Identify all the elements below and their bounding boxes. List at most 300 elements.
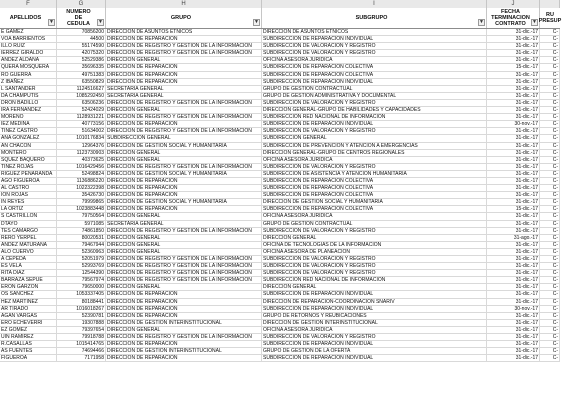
filter-dropdown-icon[interactable]: ▼ xyxy=(49,19,54,25)
cell-apellidos[interactable]: HEZ MARTINEZ xyxy=(0,299,57,306)
cell-numero[interactable]: 1023883448 xyxy=(57,206,106,213)
cell-subgrupo[interactable]: SUBDIRECCION DE REPARACION COLECTIVA xyxy=(262,64,487,71)
cell-subgrupo[interactable]: SUBDIRECCION DE VALORACION Y REGISTRO xyxy=(262,164,487,171)
cell-fecha[interactable]: 31-dic.-17 xyxy=(487,341,540,348)
cell-subgrupo[interactable]: SUBDIRECCION DE REPARACION INDIVIDUAL xyxy=(262,355,487,362)
cell-fecha[interactable]: 31-dic.-17 xyxy=(487,72,540,79)
cell-rubro[interactable]: C- xyxy=(540,299,560,306)
cell-fecha[interactable]: 31-dic.-17 xyxy=(487,157,540,164)
cell-fecha[interactable]: 31-dic.-17 xyxy=(487,86,540,93)
cell-grupo[interactable]: DIRECCION DE REPARACION xyxy=(106,192,262,199)
cell-fecha[interactable]: 31-dic.-17 xyxy=(487,334,540,341)
cell-rubro[interactable]: C- xyxy=(540,121,560,128)
cell-numero[interactable]: 12964376 xyxy=(57,143,106,150)
cell-numero[interactable]: 1124516627 xyxy=(57,86,106,93)
cell-subgrupo[interactable]: GRUPO DE GESTION DE LA OFERTA xyxy=(262,348,487,355)
cell-grupo[interactable]: DIRECCION DE REGISTRO Y GESTION DE LA INFORMACION xyxy=(106,277,262,284)
cell-fecha[interactable]: 31-dic.-17 xyxy=(487,263,540,270)
cell-subgrupo[interactable]: SUBDIRECCION DE PREVENCION Y ATENCION A EMERGENCIAS xyxy=(262,143,487,150)
cell-fecha[interactable]: 31-dic.-17 xyxy=(487,43,540,50)
cell-apellidos[interactable]: TINEZ ROJAS xyxy=(0,164,57,171)
cell-rubro[interactable]: C- xyxy=(540,249,560,256)
cell-grupo[interactable]: SECRETARIA GENERAL xyxy=(106,93,262,100)
cell-fecha[interactable]: 31-dic.-17 xyxy=(487,36,540,43)
cell-rubro[interactable]: C- xyxy=(540,270,560,277)
cell-subgrupo[interactable]: DIRECCION GENERAL-GRUPO DE HABILIDADES Y CAPACIDADES xyxy=(262,107,487,114)
column-letter-g[interactable]: G xyxy=(57,0,106,8)
cell-subgrupo[interactable]: GRUPO DE GESTION CONTRACTUAL xyxy=(262,221,487,228)
cell-rubro[interactable]: C- xyxy=(540,313,560,320)
cell-numero[interactable]: 1015414765 xyxy=(57,341,106,348)
cell-subgrupo[interactable]: SUBDIRECCION DE REPARACION INDIVIDUAL xyxy=(262,36,487,43)
cell-apellidos[interactable]: RERO YERPEL xyxy=(0,235,57,242)
cell-rubro[interactable]: C- xyxy=(540,334,560,341)
cell-apellidos[interactable]: TINEZ CASTRO xyxy=(0,128,57,135)
cell-rubro[interactable]: C- xyxy=(540,213,560,220)
cell-rubro[interactable]: C- xyxy=(540,143,560,150)
cell-grupo[interactable]: DIRECCION DE REPARACION xyxy=(106,206,262,213)
cell-apellidos[interactable]: Z IBAÑEZ xyxy=(0,79,57,86)
cell-rubro[interactable]: C- xyxy=(540,263,560,270)
cell-subgrupo[interactable]: DIRECCION DE REPARACION-COORDINACION SNARIV xyxy=(262,299,487,306)
cell-rubro[interactable]: C- xyxy=(540,100,560,107)
cell-grupo[interactable]: DIRECCION DE REGISTRO Y GESTION DE LA INFORMACION xyxy=(106,334,262,341)
cell-fecha[interactable]: 31-dic.-17 xyxy=(487,320,540,327)
cell-fecha[interactable]: 15-dic.-17 xyxy=(487,206,540,213)
cell-numero[interactable]: 80020531 xyxy=(57,235,106,242)
cell-fecha[interactable]: 31-dic.-17 xyxy=(487,114,540,121)
cell-fecha[interactable]: 31-dic.-17 xyxy=(487,178,540,185)
cell-grupo[interactable]: DIRECCION DE REGISTRO Y GESTION DE LA INFORMACION xyxy=(106,50,262,57)
cell-grupo[interactable]: SECRETARIA GENERAL xyxy=(106,86,262,93)
cell-rubro[interactable]: C- xyxy=(540,199,560,206)
cell-rubro[interactable]: C- xyxy=(540,284,560,291)
cell-grupo[interactable]: DIRECCION DE REPARACION xyxy=(106,72,262,79)
cell-apellidos[interactable]: VOA BARRIENTOS xyxy=(0,36,57,43)
cell-fecha[interactable]: 31-dic.-17 xyxy=(487,135,540,142)
cell-fecha[interactable]: 31-dic.-17 xyxy=(487,291,540,298)
cell-numero[interactable]: 1016018267 xyxy=(57,306,106,313)
cell-numero[interactable]: 79650000 xyxy=(57,284,106,291)
cell-apellidos[interactable]: L SANTANDER xyxy=(0,86,57,93)
cell-apellidos[interactable]: EZ GOMEZ xyxy=(0,327,57,334)
cell-rubro[interactable]: C- xyxy=(540,36,560,43)
cell-grupo[interactable]: DIRECCION DE REGISTRO Y GESTION DE LA INFORMACION xyxy=(106,128,262,135)
cell-grupo[interactable]: DIRECCION DE GESTION INTERINSTITUCIONAL xyxy=(106,348,262,355)
cell-numero[interactable]: 74861850 xyxy=(57,228,106,235)
cell-apellidos[interactable]: AS FUENTES xyxy=(0,348,57,355)
cell-apellidos[interactable]: RITA DIAZ xyxy=(0,270,57,277)
cell-fecha[interactable]: 31-dic.-17 xyxy=(487,93,540,100)
cell-rubro[interactable]: C- xyxy=(540,29,560,36)
header-fecha-label: FECHA TERMINACION CONTRATO xyxy=(491,9,530,27)
cell-subgrupo[interactable]: OFICINA ASESORA DE PLANEACION xyxy=(262,249,487,256)
cell-rubro[interactable]: C- xyxy=(540,93,560,100)
cell-fecha[interactable]: 31-dic.-17 xyxy=(487,143,540,150)
cell-subgrupo[interactable]: SUBDIRECCION DE REPARACION COLECTIVA xyxy=(262,72,487,79)
cell-subgrupo[interactable]: GRUPO DE RETORNOS Y REUBICACIONES xyxy=(262,313,487,320)
filter-dropdown-icon[interactable]: ▼ xyxy=(254,19,259,25)
cell-grupo[interactable]: DIRECCION GENERAL xyxy=(106,57,262,64)
cell-grupo[interactable]: DIRECCION DE GESTION INTERINSTITUCIONAL xyxy=(106,320,262,327)
cell-apellidos[interactable]: RIGUEZ PENARANDA xyxy=(0,171,57,178)
cell-grupo[interactable]: DIRECCION DE ASUNTOS ETNICOS xyxy=(106,29,262,36)
cell-rubro[interactable]: C- xyxy=(540,150,560,157)
cell-grupo[interactable]: DIRECCION DE GESTION SOCIAL Y HUMANITARIA xyxy=(106,143,262,150)
cell-grupo[interactable]: DIRECCION GENERAL xyxy=(106,150,262,157)
cell-numero[interactable]: 79999865 xyxy=(57,199,106,206)
cell-apellidos[interactable]: ILLO RUIZ xyxy=(0,43,57,50)
cell-fecha[interactable]: 31-dic.-17 xyxy=(487,150,540,157)
cell-grupo[interactable]: DIRECCION DE REGISTRO Y GESTION DE LA INFORMACION xyxy=(106,164,262,171)
cell-subgrupo[interactable]: SUBDIRECCION DE VALORACION Y REGISTRO xyxy=(262,263,487,270)
header-numero xyxy=(57,8,106,28)
cell-numero[interactable]: 1085292450 xyxy=(57,93,106,100)
cell-numero[interactable]: 40373625 xyxy=(57,157,106,164)
table-row xyxy=(0,256,560,263)
cell-subgrupo[interactable]: OFICINA ASESORA JURIDICA xyxy=(262,157,487,164)
cell-subgrupo[interactable]: OFICINA ASESORA JURIDICA xyxy=(262,57,487,64)
column-letter-i[interactable]: I xyxy=(262,0,487,8)
cell-rubro[interactable]: C- xyxy=(540,355,560,362)
filter-dropdown-icon[interactable]: ▼ xyxy=(479,19,484,25)
cell-fecha[interactable]: 31-dic.-17 xyxy=(487,313,540,320)
cell-fecha[interactable]: 15-dic.-17 xyxy=(487,64,540,71)
cell-subgrupo[interactable]: SUBDIRECCION RED NACIONAL DE INFORMACION xyxy=(262,114,487,121)
cell-grupo[interactable]: DIRECCION GENERAL xyxy=(106,327,262,334)
cell-subgrupo[interactable]: SUBDIRECCION DE VALORACION Y REGISTRO xyxy=(262,100,487,107)
cell-grupo[interactable]: DIRECCION DE REPARACION xyxy=(106,121,262,128)
cell-apellidos[interactable]: TES CAMARGO xyxy=(0,228,57,235)
header-row xyxy=(0,8,560,29)
cell-rubro[interactable]: C- xyxy=(540,157,560,164)
cell-numero[interactable]: 79918788 xyxy=(57,334,106,341)
cell-grupo[interactable]: DIRECCION DE REPARACION xyxy=(106,299,262,306)
cell-numero[interactable]: 79750564 xyxy=(57,213,106,220)
cell-rubro[interactable]: C- xyxy=(540,114,560,121)
cell-grupo[interactable]: DIRECCION DE REPARACION xyxy=(106,306,262,313)
cell-subgrupo[interactable]: DIRECCION DE GESTION INTERINSTITUCIONAL xyxy=(262,320,487,327)
cell-numero[interactable]: 52390781 xyxy=(57,313,106,320)
filter-dropdown-icon[interactable]: ▼ xyxy=(98,19,103,25)
cell-numero[interactable]: 44500 xyxy=(57,36,106,43)
cell-fecha[interactable]: 30-nov.-17 xyxy=(487,306,540,313)
cell-fecha[interactable]: 31-dic.-17 xyxy=(487,327,540,334)
cell-grupo[interactable]: DIRECCION DE REGISTRO Y GESTION DE LA INFORMACION xyxy=(106,114,262,121)
cell-apellidos[interactable]: AGAN VARGAS xyxy=(0,313,57,320)
cell-apellidos[interactable]: UIN RAMIREZ xyxy=(0,334,57,341)
cell-numero[interactable]: 51634002 xyxy=(57,128,106,135)
cell-fecha[interactable]: 31-dic.-17 xyxy=(487,355,540,362)
cell-fecha[interactable]: 31-dic.-17 xyxy=(487,299,540,306)
column-letter-f[interactable]: F xyxy=(0,0,57,8)
cell-subgrupo[interactable]: SUBDIRECCION DE REPARACION COLECTIVA xyxy=(262,192,487,199)
cell-subgrupo[interactable]: SUBDIRECCION DE REPARACION INDIVIDUAL xyxy=(262,341,487,348)
cell-rubro[interactable]: C- xyxy=(540,341,560,348)
cell-grupo[interactable]: DIRECCION DE GESTION SOCIAL Y HUMANITARIA xyxy=(106,199,262,206)
cell-apellidos[interactable]: RO GUERRA xyxy=(0,72,57,79)
cell-grupo[interactable]: DIRECCION DE REPARACION xyxy=(106,64,262,71)
cell-rubro[interactable]: C- xyxy=(540,86,560,93)
cell-numero[interactable]: 35426730 xyxy=(57,192,106,199)
cell-subgrupo[interactable]: GRUPO DE GESTION CONTRACTUAL xyxy=(262,86,487,93)
cell-subgrupo[interactable]: SUBDIRECCION DE VALORACION Y REGISTRO xyxy=(262,256,487,263)
cell-numero[interactable]: 74694466 xyxy=(57,348,106,355)
cell-apellidos[interactable]: ANDEZ MATURANA xyxy=(0,242,57,249)
cell-grupo[interactable]: DIRECCION DE REGISTRO Y GESTION DE LA INFORMACION xyxy=(106,256,262,263)
cell-fecha[interactable]: 30-nov.-17 xyxy=(487,121,540,128)
cell-apellidos[interactable]: QUERA MOSQUERA xyxy=(0,64,57,71)
cell-fecha[interactable]: 31-dic.-17 xyxy=(487,192,540,199)
cell-numero[interactable]: 42075320 xyxy=(57,50,106,57)
cell-subgrupo[interactable]: SUBDIRECCION DE VALORACION Y REGISTRO xyxy=(262,43,487,50)
cell-subgrupo[interactable]: SUBDIRECCION DE REPARACION COLECTIVA xyxy=(262,185,487,192)
cell-numero[interactable]: 1128931221 xyxy=(57,114,106,121)
cell-numero[interactable]: 1053337405 xyxy=(57,291,106,298)
cell-numero[interactable]: 52360963 xyxy=(57,249,106,256)
column-letter-h[interactable]: H xyxy=(106,0,262,8)
cell-rubro[interactable]: C- xyxy=(540,242,560,249)
cell-grupo[interactable]: DIRECCION GENERAL xyxy=(106,284,262,291)
cell-fecha[interactable]: 31-dic.-17 xyxy=(487,50,540,57)
cell-numero[interactable]: 1016429456 xyxy=(57,164,106,171)
cell-subgrupo[interactable]: SUBDIRECCION DE VALORACION Y REGISTRO xyxy=(262,334,487,341)
cell-fecha[interactable]: 31-dic.-17 xyxy=(487,100,540,107)
cell-numero[interactable]: 5971085 xyxy=(57,221,106,228)
cell-numero[interactable]: 52498824 xyxy=(57,171,106,178)
cell-subgrupo[interactable]: SUBDIRECCION DE REPARACION COLECTIVA xyxy=(262,178,487,185)
cell-apellidos[interactable]: OS SANCHEZ xyxy=(0,291,57,298)
cell-subgrupo[interactable]: SUBDIRECCION DE VALORACION Y REGISTRO xyxy=(262,228,487,235)
cell-subgrupo[interactable]: SUBDIRECCION DE REPARACION INDIVIDUAL xyxy=(262,79,487,86)
cell-subgrupo[interactable]: OFICINA ASESORA JURIDICA xyxy=(262,213,487,220)
cell-rubro[interactable]: C- xyxy=(540,228,560,235)
cell-apellidos[interactable]: AR TIRADO xyxy=(0,306,57,313)
cell-grupo[interactable]: SUBDIRECCION GENERAL xyxy=(106,135,262,142)
cell-rubro[interactable]: C- xyxy=(540,64,560,71)
cell-apellidos[interactable]: A CEPEDA xyxy=(0,256,57,263)
cell-fecha[interactable]: 31-ago.-17 xyxy=(487,235,540,242)
cell-grupo[interactable]: DIRECCION GENERAL xyxy=(106,242,262,249)
cell-apellidos[interactable]: ERON GARZON xyxy=(0,284,57,291)
cell-apellidos[interactable]: ANA GONZALEZ xyxy=(0,135,57,142)
cell-grupo[interactable]: DIRECCION DE REPARACION xyxy=(106,291,262,298)
cell-rubro[interactable]: C- xyxy=(540,206,560,213)
cell-subgrupo[interactable]: OFICINA ASESORA JURIDICA xyxy=(262,327,487,334)
cell-rubro[interactable]: C- xyxy=(540,235,560,242)
cell-grupo[interactable]: DIRECCION DE REPARACION xyxy=(106,79,262,86)
cell-grupo[interactable]: DIRECCION DE GESTION SOCIAL Y HUMANITARIA xyxy=(106,171,262,178)
cell-rubro[interactable]: C- xyxy=(540,221,560,228)
cell-numero[interactable]: 55174590 xyxy=(57,43,106,50)
cell-numero[interactable]: 79567974 xyxy=(57,277,106,284)
cell-numero[interactable]: 70856200 xyxy=(57,29,106,36)
cell-fecha[interactable]: 31-dic.-17 xyxy=(487,270,540,277)
cell-grupo[interactable]: SECRETARIA GENERAL xyxy=(106,221,262,228)
column-letter-j[interactable]: J xyxy=(487,0,540,8)
cell-numero[interactable]: 52529386 xyxy=(57,57,106,64)
cell-fecha[interactable]: 31-dic.-17 xyxy=(487,249,540,256)
cell-subgrupo[interactable]: DIRECCION GENERAL-GRUPO DE CENTROS REGIONALES xyxy=(262,150,487,157)
cell-apellidos[interactable]: R.CASALLAS xyxy=(0,341,57,348)
cell-rubro[interactable]: C- xyxy=(540,72,560,79)
cell-subgrupo[interactable]: SUBDIRECCION DE VALORACION Y REGISTRO xyxy=(262,128,487,135)
table-row xyxy=(0,249,560,256)
cell-apellidos[interactable]: DRON BADILLO xyxy=(0,100,57,107)
cell-rubro[interactable]: C- xyxy=(540,57,560,64)
cell-apellidos[interactable]: IRA FERNANDEZ xyxy=(0,107,57,114)
cell-numero[interactable]: 1022322398 xyxy=(57,185,106,192)
cell-grupo[interactable]: DIRECCION GENERAL xyxy=(106,213,262,220)
column-letter-k[interactable] xyxy=(540,0,560,8)
cell-apellidos[interactable]: AN CHACON xyxy=(0,143,57,150)
cell-numero[interactable]: 1136886220 xyxy=(57,178,106,185)
cell-numero[interactable]: 12544390 xyxy=(57,270,106,277)
cell-apellidos[interactable]: ANDEZ ALDANA xyxy=(0,57,57,64)
cell-subgrupo[interactable]: OFICINA DE TECNOLOGIAS DE LA INFORMACION xyxy=(262,242,487,249)
cell-apellidos[interactable]: ALO CUERVO xyxy=(0,249,57,256)
cell-fecha[interactable]: 31-dic.-17 xyxy=(487,29,540,36)
cell-apellidos[interactable]: IN REYES xyxy=(0,199,57,206)
cell-rubro[interactable]: C- xyxy=(540,192,560,199)
cell-rubro[interactable]: C- xyxy=(540,178,560,185)
cell-subgrupo[interactable]: DIRECCION DE GESTION SOCIAL Y HUMANITARIA xyxy=(262,199,487,206)
cell-fecha[interactable]: 31-dic.-17 xyxy=(487,107,540,114)
cell-apellidos[interactable]: BARRAZA SEPUE xyxy=(0,277,57,284)
cell-fecha[interactable]: 31-dic.-17 xyxy=(487,256,540,263)
cell-grupo[interactable]: DIRECCION DE REPARACION xyxy=(106,355,262,362)
cell-rubro[interactable]: C- xyxy=(540,277,560,284)
cell-subgrupo[interactable]: SUBDIRECCION RED NACIONAL DE INFORMACION xyxy=(262,277,487,284)
cell-apellidos[interactable]: AGO FIGUEROA xyxy=(0,178,57,185)
cell-rubro[interactable]: C- xyxy=(540,128,560,135)
cell-grupo[interactable]: DIRECCION DE REPARACION xyxy=(106,341,262,348)
cell-rubro[interactable]: C- xyxy=(540,291,560,298)
cell-apellidos[interactable]: LA ORTIZ xyxy=(0,206,57,213)
cell-fecha[interactable]: 31-dic.-17 xyxy=(487,164,540,171)
cell-apellidos[interactable]: IEZ MEDINA xyxy=(0,121,57,128)
cell-numero[interactable]: 52051979 xyxy=(57,256,106,263)
cell-subgrupo[interactable]: SUBDIRECCION DE VALORACION Y REGISTRO xyxy=(262,270,487,277)
cell-rubro[interactable]: C- xyxy=(540,43,560,50)
cell-fecha[interactable]: 31-dic.-17 xyxy=(487,213,540,220)
cell-fecha[interactable]: 31-dic.-17 xyxy=(487,79,540,86)
table-row xyxy=(0,178,560,185)
cell-numero[interactable]: 49751383 xyxy=(57,72,106,79)
cell-subgrupo[interactable]: DIRECCION DE ASUNTOS ETNICOS xyxy=(262,29,487,36)
cell-grupo[interactable]: DIRECCION GENERAL xyxy=(106,157,262,164)
cell-apellidos[interactable]: MORENO xyxy=(0,114,57,121)
cell-fecha[interactable]: 31-dic.-17 xyxy=(487,284,540,291)
cell-subgrupo[interactable]: SUBDIRECCION DE REPARACION INDIVIDUAL xyxy=(262,121,487,128)
cell-apellidos[interactable]: ION ROJAS xyxy=(0,192,57,199)
cell-fecha[interactable]: 31-dic.-17 xyxy=(487,199,540,206)
cell-subgrupo[interactable]: SUBDIRECCION DE REPARACION INDIVIDUAL xyxy=(262,291,487,298)
cell-fecha[interactable]: 31-dic.-17 xyxy=(487,348,540,355)
cell-numero[interactable]: 35696335 xyxy=(57,64,106,71)
cell-rubro[interactable]: C- xyxy=(540,256,560,263)
cell-fecha[interactable]: 31-dic.-17 xyxy=(487,277,540,284)
cell-rubro[interactable]: C- xyxy=(540,171,560,178)
cell-grupo[interactable]: DIRECCION GENERAL xyxy=(106,249,262,256)
cell-fecha[interactable]: 31-dic.-17 xyxy=(487,57,540,64)
cell-fecha[interactable]: 31-dic.-17 xyxy=(487,128,540,135)
cell-numero[interactable]: 40773156 xyxy=(57,121,106,128)
cell-subgrupo[interactable]: DIRECCION GENERAL xyxy=(262,235,487,242)
cell-subgrupo[interactable]: SUBDIRECCION DE ASISTENCIA Y ATENCION HUMANITARIA xyxy=(262,171,487,178)
cell-rubro[interactable]: C- xyxy=(540,79,560,86)
cell-grupo[interactable]: DIRECCION DE REPARACION xyxy=(106,178,262,185)
cell-grupo[interactable]: DIRECCION DE REPARACION xyxy=(106,313,262,320)
cell-rubro[interactable]: C- xyxy=(540,50,560,57)
cell-numero[interactable]: 1010176834 xyxy=(57,135,106,142)
cell-fecha[interactable]: 31-dic.-17 xyxy=(487,185,540,192)
cell-fecha[interactable]: 31-dic.-17 xyxy=(487,228,540,235)
cell-numero[interactable]: 1123730903 xyxy=(57,150,106,157)
cell-apellidos[interactable]: DA CHAMPUTIS xyxy=(0,93,57,100)
cell-grupo[interactable]: DIRECCION DE REGISTRO Y GESTION DE LA INFORMACION xyxy=(106,100,262,107)
cell-numero[interactable]: 7171958 xyxy=(57,355,106,362)
cell-subgrupo[interactable]: SUBDIRECCION GENERAL xyxy=(262,135,487,142)
cell-apellidos[interactable]: DTAYO xyxy=(0,221,57,228)
cell-numero[interactable]: 52424029 xyxy=(57,107,106,114)
cell-apellidos[interactable]: SQUEZ BAQUERO xyxy=(0,157,57,164)
cell-grupo[interactable]: DIRECCION DE REGISTRO Y GESTION DE LA INFORMACION xyxy=(106,270,262,277)
cell-fecha[interactable]: 31-dic.-17 xyxy=(487,242,540,249)
cell-apellidos[interactable]: S CASTRILLON xyxy=(0,213,57,220)
cell-subgrupo[interactable]: SUBDIRECCION DE REPARACION COLECTIVA xyxy=(262,206,487,213)
cell-apellidos[interactable]: ERO ECHEVERRI xyxy=(0,320,57,327)
cell-grupo[interactable]: DIRECCION DE REGISTRO Y GESTION DE LA INFORMACION xyxy=(106,43,262,50)
cell-grupo[interactable]: DIRECCION GENERAL xyxy=(106,107,262,114)
cell-grupo[interactable]: DIRECCION DE REGISTRO Y GESTION DE LA INFORMACION xyxy=(106,263,262,270)
cell-grupo[interactable]: DIRECCION DE REPARACION xyxy=(106,185,262,192)
cell-numero[interactable]: 79467944 xyxy=(57,242,106,249)
cell-rubro[interactable]: C- xyxy=(540,135,560,142)
cell-numero[interactable]: 63550829 xyxy=(57,79,106,86)
cell-rubro[interactable]: C- xyxy=(540,320,560,327)
cell-fecha[interactable]: 31-dic.-17 xyxy=(487,171,540,178)
cell-subgrupo[interactable]: SUBDIRECCION DE REPARACION INDIVIDUAL xyxy=(262,306,487,313)
cell-numero[interactable]: 80188441 xyxy=(57,299,106,306)
cell-fecha[interactable]: 31-dic.-17 xyxy=(487,221,540,228)
cell-apellidos[interactable]: AL CASTRO xyxy=(0,185,57,192)
cell-numero[interactable]: 63506236 xyxy=(57,100,106,107)
cell-subgrupo[interactable]: SUBDIRECCION DE VALORACION Y REGISTRO xyxy=(262,50,487,57)
cell-apellidos[interactable]: MONTERO xyxy=(0,150,57,157)
cell-numero[interactable]: 52993769 xyxy=(57,263,106,270)
cell-apellidos[interactable]: E GAMEZ xyxy=(0,29,57,36)
cell-apellidos[interactable]: FIGUEROA xyxy=(0,355,57,362)
cell-subgrupo[interactable]: DIRECCION GENERAL xyxy=(262,284,487,291)
table-row xyxy=(0,72,560,79)
cell-rubro[interactable]: C- xyxy=(540,164,560,171)
cell-apellidos[interactable]: ES VELA xyxy=(0,263,57,270)
cell-grupo[interactable]: DIRECCION DE REGISTRO Y GESTION DE LA INFORMACION xyxy=(106,228,262,235)
filter-dropdown-icon[interactable]: ▼ xyxy=(532,19,537,25)
cell-grupo[interactable]: DIRECCION DE REPARACION xyxy=(106,36,262,43)
cell-rubro[interactable]: C- xyxy=(540,185,560,192)
cell-numero[interactable]: 79397654 xyxy=(57,327,106,334)
cell-rubro[interactable]: C- xyxy=(540,306,560,313)
cell-subgrupo[interactable]: GRUPO DE GESTION ADMINISTRATIVA Y DOCUMENTAL xyxy=(262,93,487,100)
cell-apellidos[interactable]: IERREZ GIRALDO xyxy=(0,50,57,57)
cell-rubro[interactable]: C- xyxy=(540,107,560,114)
cell-numero[interactable]: 19307888 xyxy=(57,320,106,327)
cell-rubro[interactable]: C- xyxy=(540,327,560,334)
cell-grupo[interactable]: DIRECCION GENERAL xyxy=(106,235,262,242)
cell-rubro[interactable]: C- xyxy=(540,348,560,355)
